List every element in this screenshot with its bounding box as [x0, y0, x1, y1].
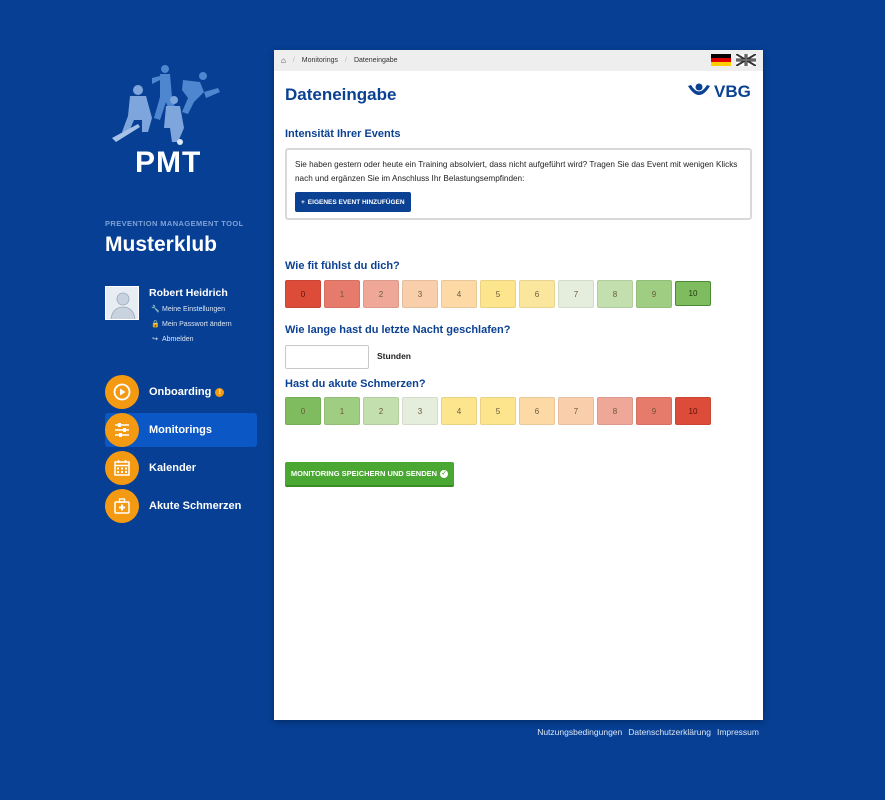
lock-icon: 🔒	[151, 321, 160, 328]
nav-item-calendar[interactable]	[105, 451, 257, 485]
events-text: Sie haben gestern oder heute ein Training absolviert, dass nicht aufgeführt wird? Tragen Sie das Event mit wenigen Klicks nach und ergänzen Sie im Anschluss Ihr Belastungsempfinden:	[295, 160, 738, 183]
sleep-question: Wie lange hast du letzte Nacht geschlafen?	[285, 324, 511, 336]
calendar-icon	[113, 459, 131, 477]
pain-option-2[interactable]: 2	[363, 397, 399, 425]
pain-option-8[interactable]: 8	[597, 397, 633, 425]
language-switcher	[711, 54, 756, 66]
home-icon[interactable]: ⌂	[281, 56, 286, 65]
pain-option-7[interactable]: 7	[558, 397, 594, 425]
fitness-option-6[interactable]: 6	[519, 280, 555, 308]
events-box	[285, 148, 752, 220]
add-event-label: EIGENES EVENT HINZUFÜGEN	[307, 198, 405, 206]
settings-link[interactable]	[151, 305, 225, 313]
footer-imprint-link[interactable]: Impressum	[716, 727, 759, 737]
sleep-unit-label: Stunden	[377, 351, 411, 361]
user-name: Robert Heidrich	[149, 287, 228, 299]
nav-item-acute-pain[interactable]	[105, 489, 257, 523]
fitness-scale	[285, 280, 711, 308]
vbg-logo-text: VBG	[714, 82, 751, 101]
footer	[537, 727, 759, 737]
breadcrumb-current: Dateneingabe	[353, 57, 398, 64]
fitness-option-7[interactable]: 7	[558, 280, 594, 308]
pain-option-9[interactable]: 9	[636, 397, 672, 425]
logo-text: PMT	[135, 146, 202, 179]
wrench-icon: 🔧	[151, 306, 160, 313]
play-icon	[113, 383, 131, 401]
fitness-option-4[interactable]: 4	[441, 280, 477, 308]
events-title: Intensität Ihrer Events	[285, 128, 401, 140]
pmt-logo	[108, 62, 228, 182]
pain-option-10[interactable]: 10	[675, 397, 711, 425]
logout-link[interactable]	[151, 335, 194, 343]
pain-option-0[interactable]: 0	[285, 397, 321, 425]
pain-option-3[interactable]: 3	[402, 397, 438, 425]
page-title: Dateneingabe	[285, 85, 397, 104]
pain-scale	[285, 397, 711, 425]
main-panel	[274, 50, 763, 720]
footer-privacy-link[interactable]: Datenschutzerklärung	[628, 727, 711, 737]
logout-icon: ↪	[152, 336, 158, 343]
fitness-option-1[interactable]: 1	[324, 280, 360, 308]
fitness-option-3[interactable]: 3	[402, 280, 438, 308]
athletes-logo-graphic	[108, 62, 228, 152]
change-password-label: Mein Passwort ändern	[162, 320, 232, 328]
change-password-link[interactable]	[151, 320, 232, 328]
first-aid-kit-icon	[113, 497, 131, 515]
fitness-option-5[interactable]: 5	[480, 280, 516, 308]
fitness-option-10[interactable]: 10	[675, 281, 711, 306]
check-circle-icon: ✓	[441, 471, 447, 477]
breadcrumb: ⌂ / Monitorings / Dateneingabe	[274, 50, 763, 71]
logout-label: Abmelden	[162, 335, 194, 343]
plus-icon: +	[301, 198, 305, 206]
vbg-emblem-icon	[687, 82, 711, 102]
fitness-option-0[interactable]: 0	[285, 280, 321, 308]
german-flag-icon[interactable]	[711, 54, 731, 66]
nav-label-acute-pain: Akute Schmerzen	[149, 500, 242, 512]
vbg-logo	[687, 82, 751, 102]
pain-question: Hast du akute Schmerzen?	[285, 378, 426, 390]
sliders-icon	[113, 421, 131, 439]
pain-option-5[interactable]: 5	[480, 397, 516, 425]
user-silhouette-icon	[106, 287, 139, 320]
fitness-option-9[interactable]: 9	[636, 280, 672, 308]
sleep-hours-input[interactable]	[285, 345, 369, 369]
settings-link-label: Meine Einstellungen	[162, 305, 226, 313]
uk-flag-icon[interactable]	[736, 54, 756, 66]
nav-item-onboarding[interactable]	[105, 375, 257, 409]
pain-option-6[interactable]: 6	[519, 397, 555, 425]
nav-label-onboarding: Onboarding	[149, 386, 212, 398]
fitness-option-2[interactable]: 2	[363, 280, 399, 308]
nav-label-calendar: Kalender	[149, 462, 197, 474]
pain-option-4[interactable]: 4	[441, 397, 477, 425]
tool-label: PREVENTION MANAGEMENT TOOL	[105, 219, 244, 228]
alert-badge-icon: !	[215, 388, 224, 397]
save-monitoring-button[interactable]	[285, 462, 454, 487]
add-event-button[interactable]	[295, 192, 411, 212]
footer-terms-link[interactable]: Nutzungsbedingungen	[537, 727, 623, 737]
pain-option-1[interactable]: 1	[324, 397, 360, 425]
fitness-question: Wie fit fühlst du dich?	[285, 260, 400, 272]
avatar[interactable]	[105, 286, 139, 320]
fitness-option-8[interactable]: 8	[597, 280, 633, 308]
club-name: Musterklub	[105, 233, 218, 256]
nav-item-monitorings[interactable]	[105, 413, 257, 447]
save-monitoring-label: MONITORING SPEICHERN UND SENDEN	[290, 469, 438, 478]
breadcrumb-monitorings[interactable]: Monitorings	[301, 57, 338, 64]
nav-label-monitorings: Monitorings	[149, 424, 212, 436]
